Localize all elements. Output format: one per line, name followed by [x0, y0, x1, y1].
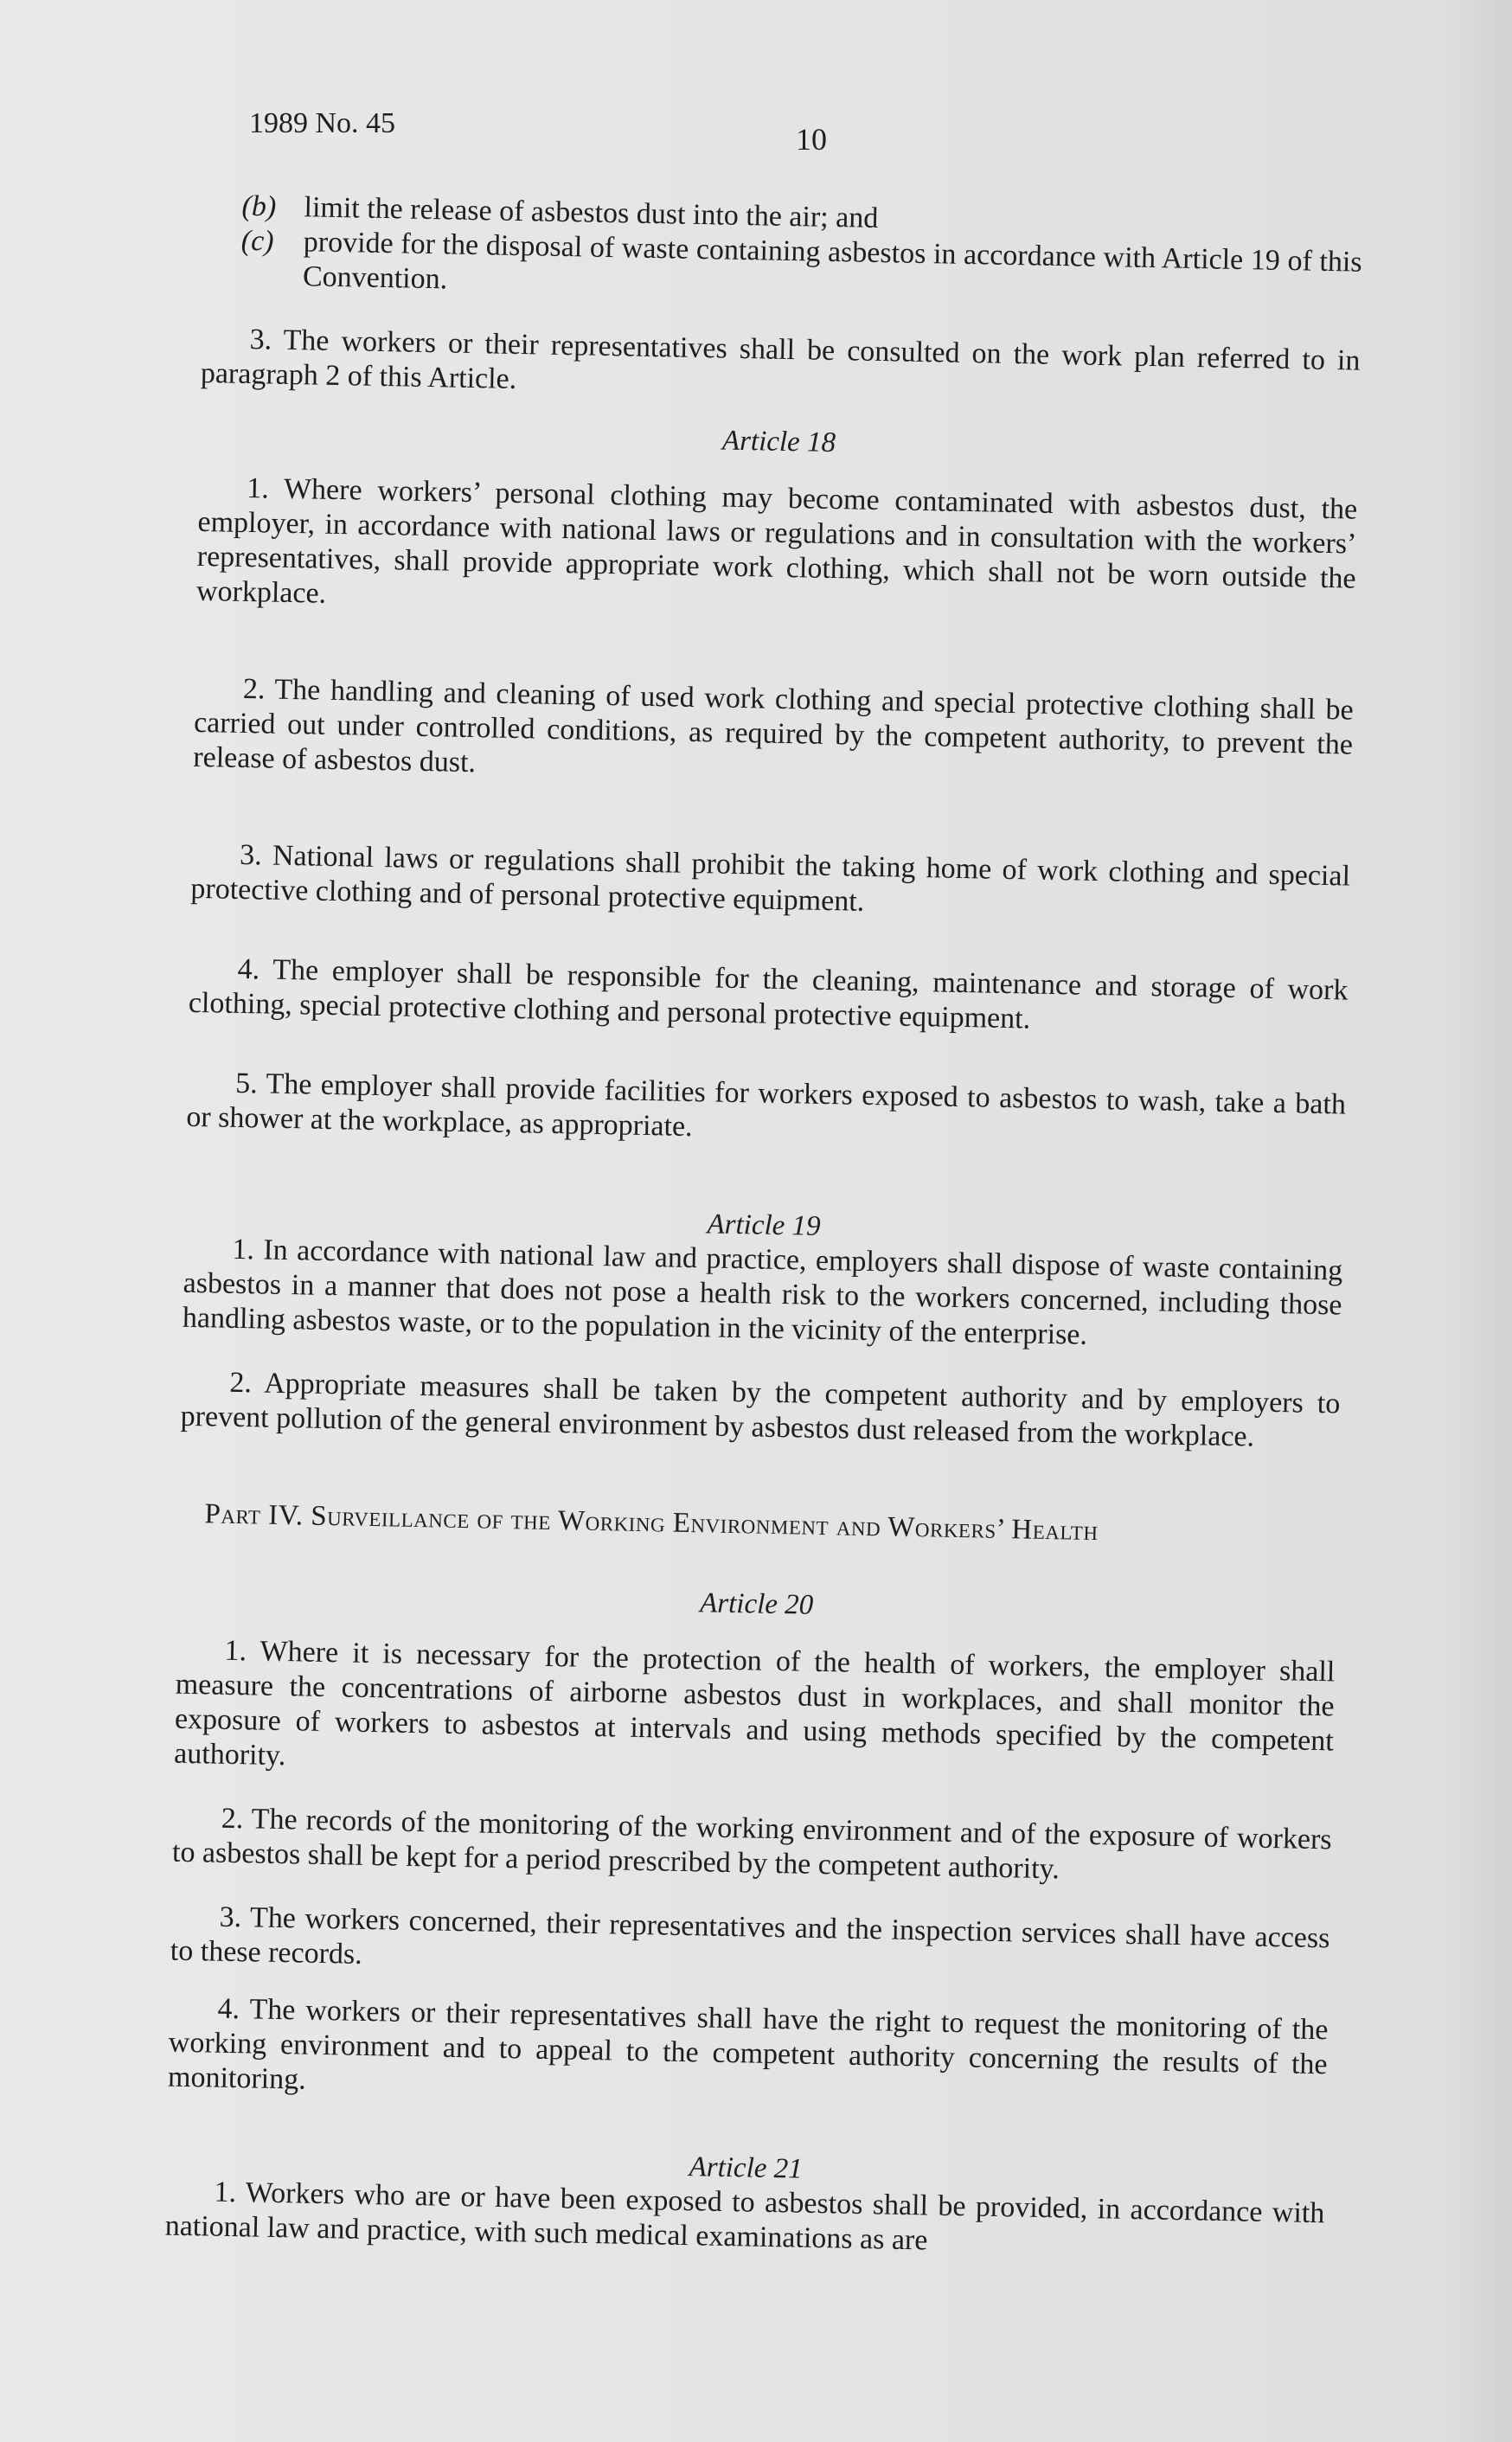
paragraph: 1. Where it is necessary for the protection of the health of workers, the employer shall measure the concentrations of airborne asbestos dust in workplaces, and shall monitor the exposure of workers to asbestos at intervals and using methods specified by the competent authority. [173, 1634, 1336, 1772]
document-body [164, 189, 1362, 2266]
paragraph: 2. The records of the monitoring of the working environment and of the exposure of workers to asbestos shall be kept for a period prescribed by the competent authority. [171, 1802, 1332, 1886]
paragraph: 4. The employer shall be responsible for the cleaning, maintenance and storage of work clothing, special protective clothing and personal protective equipment. [188, 952, 1349, 1035]
article-19-heading: Article 19 [707, 1208, 821, 1242]
paragraph: 2. The handling and cleaning of used work clothing and special protective clothing shall be carried out under controlled conditions, as required by the competent authority, to prevent the release of asbestos dust. [193, 672, 1355, 779]
page-number: 10 [796, 122, 827, 157]
list-marker: (c) [240, 224, 274, 258]
paragraph: 1. Workers who are or have been exposed to asbestos shall be provided, in accordance with national law and practice, with such medical examinations as are [164, 2176, 1325, 2257]
paragraph: 1. In accordance with national law and practice, employers shall dispose of waste containing asbestos in a manner that does not pose a health risk to the workers concerned, including those handling asbestos waste, or to the population in the vicinity of the enterprise. [182, 1233, 1343, 1351]
paragraph: 2. Appropriate measures shall be taken by the competent authority and by employers to prevent pollution of the general environment by asbestos dust released from the workplace. [180, 1366, 1341, 1453]
list-marker: (b) [241, 189, 277, 223]
paragraph: 5. The employer shall provide facilities for workers exposed to asbestos to wash, take a bath or shower at the workplace, as appropriate. [186, 1067, 1347, 1144]
paragraph: 3. The workers or their representatives shall be consulted on the work plan referred to in paragraph 2 of this Article. [200, 324, 1361, 395]
paragraph: 1. Where workers’ personal clothing may become contaminated with asbestos dust, the employer, in accordance with national laws or regulations and in consultation with the workers’ representatives, shall provide appropriate work clothing, which shall not be worn outside the workplace. [195, 472, 1358, 610]
publication-reference: 1989 No. 45 [249, 107, 396, 139]
article-18-heading: Article 18 [721, 425, 836, 459]
part-iv-heading: Part IV. Surveillance of the Working Environment and Workers’ Health [204, 1498, 1099, 1548]
paragraph: 4. The workers or their representatives shall have the right to request the monitoring of the working environment and to appeal to the competent authority concerning the results of the monitoring. [167, 1992, 1329, 2096]
article-21-heading: Article 21 [689, 2151, 804, 2185]
list-item-text: provide for the disposal of waste containing asbestos in accordance with Article 19 of this Convention. [302, 226, 1362, 296]
paragraph: 3. National laws or regulations shall prohibit the taking home of work clothing and special protective clothing and of personal protective equipment. [190, 838, 1351, 918]
paragraph: 3. The workers concerned, their representatives and the inspection services shall have access to these records. [170, 1900, 1330, 1971]
list-item-text: limit the release of asbestos dust into the air; and [304, 191, 879, 234]
page-edge-shadow [1443, 0, 1512, 2442]
article-20-heading: Article 20 [699, 1587, 814, 1621]
